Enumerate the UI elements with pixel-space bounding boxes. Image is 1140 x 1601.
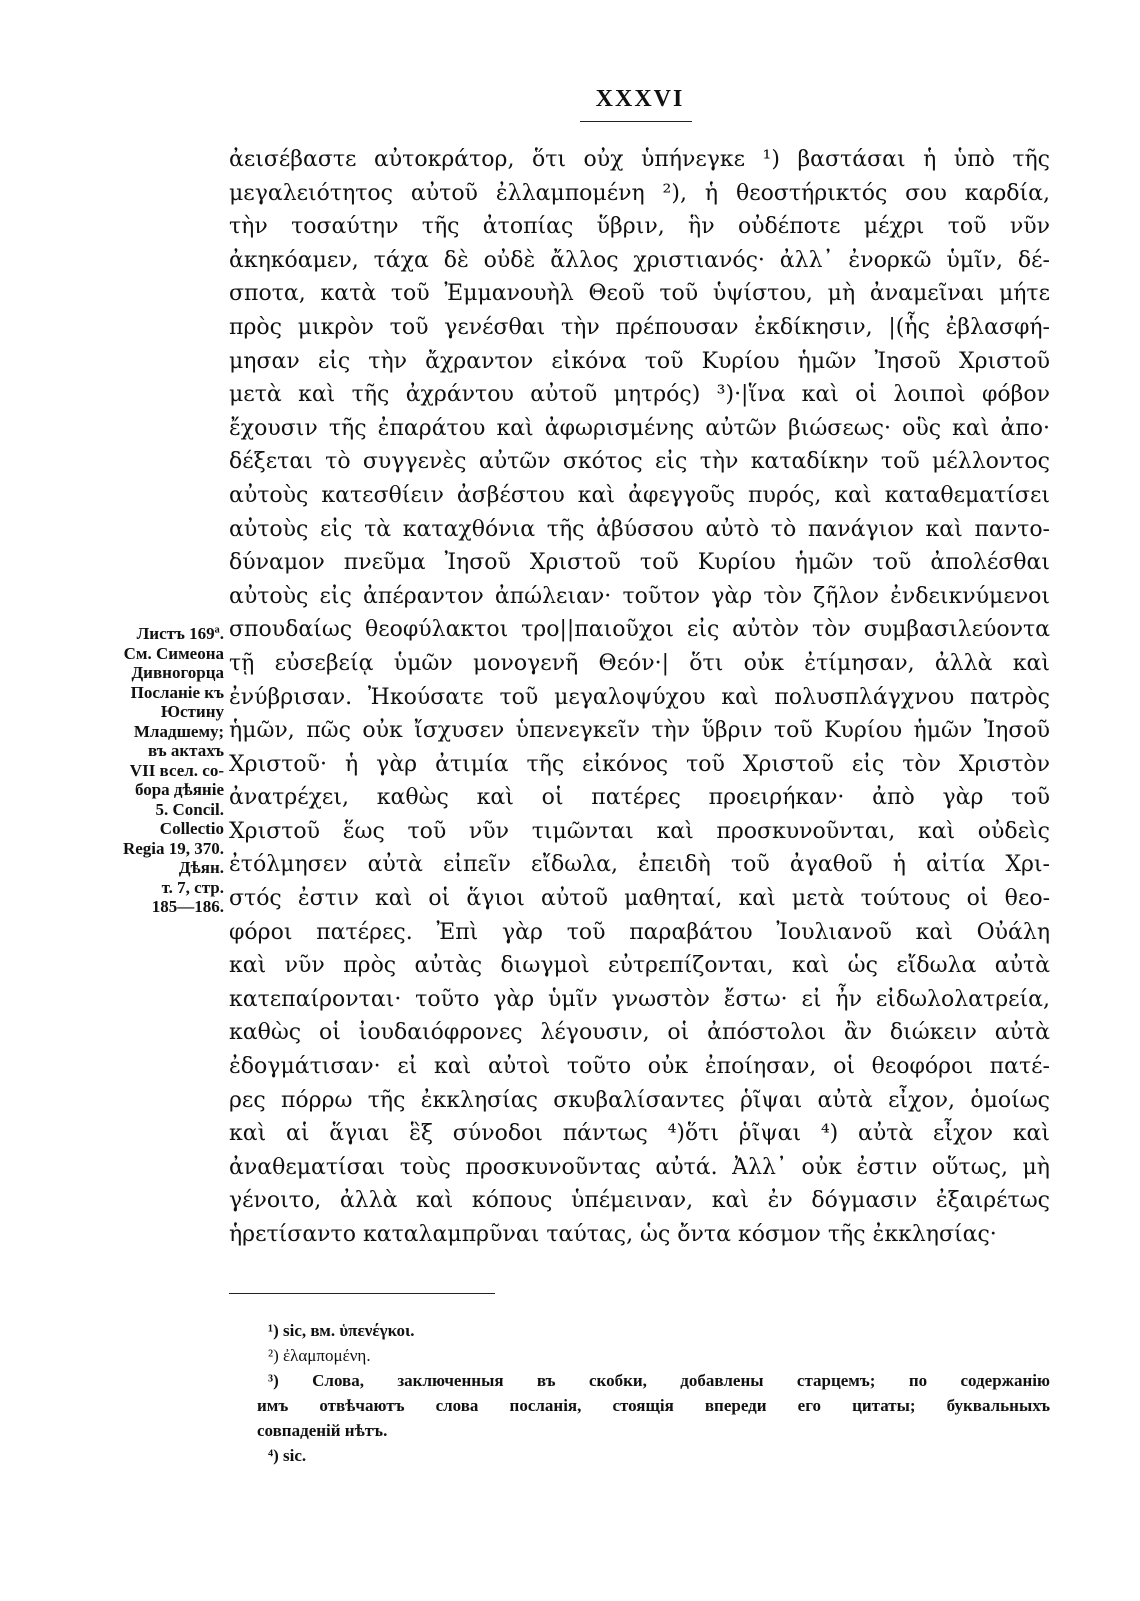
text-line: καθὼς οἱ ἰουδαιόφρονες λέγουσιν, οἱ ἀπόστολοι ἂν διώκειν αὐτὰ bbox=[229, 1020, 1050, 1046]
margin-note-line: бора дѣяніе bbox=[134, 780, 224, 799]
text-line: καὶ αἱ ἅγιαι ἓξ σύνοδοι πάντως ⁴)ὅτι ῥῖψαι ⁴) αὐτὰ εἶχον καὶ bbox=[229, 1121, 1050, 1147]
text-line: ἡμῶν, πῶς οὐκ ἴσχυσεν ὑπενεγκεῖν τὴν ὕβριν τοῦ Κυρίου ἡμῶν Ἰησοῦ bbox=[229, 718, 1050, 744]
main-text bbox=[229, 143, 1050, 1252]
margin-note-line: Посланіе къ bbox=[130, 682, 224, 702]
text-line: κατεπαίρονται· τοῦτο γὰρ ὑμῖν γνωστὸν ἔστω· εἰ ἦν εἰδωλολατρεία, bbox=[229, 986, 1050, 1012]
margin-note-line: 185—186. bbox=[151, 897, 224, 916]
margin-note-line: Младшему; bbox=[133, 721, 224, 741]
text-line: ἀνατρέχει, καθὼς καὶ οἱ πατέρες προειρήκαν· ἀπὸ γὰρ τοῦ bbox=[229, 785, 1050, 811]
text-line: ἔχουσιν τῆς ἐπαράτου καὶ ἀφωρισμένης αὐτῶν βιώσεως· οὓς καὶ ἀπο· bbox=[229, 415, 1050, 441]
text-line: ἡρετίσαντο καταλαμπρῦναι ταύτας, ὡς ὄντα κόσμον τῆς ἐκκλησίας· bbox=[229, 1222, 997, 1247]
footnote-1: ¹) sic, вм. ὑπενέγκοι. bbox=[268, 1321, 415, 1340]
margin-note-line: Дѣян. bbox=[178, 858, 224, 877]
text-line: ἐδογμάτισαν· εἰ καὶ αὐτοὶ τοῦτο οὐκ ἐποίησαν, οἱ θεοφόροι πατέ- bbox=[229, 1054, 1050, 1080]
text-line: σποτα, κατὰ τοῦ Ἐμμανουὴλ Θεοῦ τοῦ ὑψίστου, μὴ ἀναμεῖναι μήτε bbox=[229, 281, 1050, 307]
text-line: ἀκηκόαμεν, τάχα δὲ οὐδὲ ἄλλος χριστιανός· ἀλλ᾽ ἐνορκῶ ὑμῖν, δέ- bbox=[229, 247, 1050, 273]
margin-note-line: См. Симеона bbox=[123, 643, 224, 663]
text-line: ἐτόλμησεν αὐτὰ εἰπεῖν εἴδωλα, ἐπειδὴ τοῦ ἀγαθοῦ ἡ αἰτία Χρι- bbox=[229, 852, 1050, 878]
footnotes bbox=[257, 1318, 1050, 1468]
text-line: αὐτοὺς εἰς ἀπέραντον ἀπώλειαν· τοῦτον γὰρ τὸν ζῆλον ἐνδεικνύμενοι bbox=[229, 583, 1050, 609]
footnote-separator bbox=[229, 1293, 495, 1294]
text-line: ἐνύβρισαν. Ἠκούσατε τοῦ μεγαλοψύχου καὶ πολυσπλάγχνου πατρὸς bbox=[229, 684, 1050, 710]
margin-note-line: Collectio bbox=[159, 819, 224, 838]
text-line: μησαν εἰς τὴν ἄχραντον εἰκόνα τοῦ Κυρίου ἡμῶν Ἰησοῦ Χριστοῦ bbox=[229, 348, 1050, 374]
text-line: μετὰ καὶ τῆς ἀχράντου αὐτοῦ μητρός) ³)·|ἵνα καὶ οἱ λοιποὶ φόβον bbox=[229, 382, 1050, 408]
text-line: φόροι πατέρες. Ἐπὶ γὰρ τοῦ παραβάτου Ἰουλιανοῦ καὶ Οὐάλη bbox=[229, 919, 1050, 945]
margin-note-line: 5. Concil. bbox=[155, 799, 224, 819]
text-line: σπουδαίως θεοφύλακτοι τρο||παιοῦχοι εἰς αὐτὸν τὸν συμβασιλεύοντα bbox=[229, 617, 1050, 643]
text-line: ρες πόρρω τῆς ἐκκλησίας σκυβαλίσαντες ῥῖψαι αὐτὰ εἶχον, ὁμοίως bbox=[229, 1087, 1050, 1113]
text-line: μεγαλειότητος αὐτοῦ ἐλλαμπομένη ²), ἡ θεοστήρικτός σου καρδία, bbox=[229, 180, 1050, 206]
margin-note-line: т. 7, стр. bbox=[161, 877, 224, 897]
text-line: ἀεισέβαστε αὐτοκράτορ, ὅτι οὐχ ὑπήνεγκε ¹) βαστάσαι ἡ ὑπὸ τῆς bbox=[229, 147, 1050, 172]
text-line: Χριστοῦ ἕως τοῦ νῦν τιμῶνται καὶ προσκυνοῦνται, καὶ οὐδεὶς bbox=[229, 818, 1050, 844]
text-line: τῇ εὐσεβείᾳ ὑμῶν μονογενῆ Θεόν·| ὅτι οὐκ ἐτίμησαν, ἀλλὰ καὶ bbox=[229, 650, 1050, 676]
text-line: δύναμον πνεῦμα Ἰησοῦ Χριστοῦ τοῦ Κυρίου ἡμῶν τοῦ ἀπολέσθαι bbox=[229, 550, 1050, 576]
margin-note-line: VII всел. со- bbox=[129, 760, 224, 780]
text-line: πρὸς μικρὸν τοῦ γενέσθαι τὴν πρέπουσαν ἐκδίκησιν, |(ἧς ἐβλασφή- bbox=[229, 314, 1050, 340]
text-line: αὐτοὺς εἰς τὰ καταχθόνια τῆς ἀβύσσου αὐτὸ τὸ πανάγιον καὶ παντο- bbox=[229, 516, 1050, 542]
text-line: δέξεται τὸ συγγενὲς αὐτῶν σκότος εἰς τὴν καταδίκην τοῦ μέλλοντος bbox=[229, 449, 1050, 475]
margin-note-line: Юстину bbox=[160, 702, 224, 721]
text-line: τὴν τοσαύτην τῆς ἀτοπίας ὕβριν, ἣν οὐδέποτε μέχρι τοῦ νῦν bbox=[229, 214, 1050, 240]
footnote-3: ³) Слова, заключенныя въ скобки, добавлены старцемъ; по содержанію bbox=[268, 1371, 1050, 1390]
margin-note-line: Дивногорца bbox=[131, 663, 224, 682]
text-line: ἀναθεματίσαι τοὺς προσκυνοῦντας αὐτά. Ἀλλ᾽ οὐκ ἐστιν οὕτως, μὴ bbox=[229, 1154, 1050, 1180]
footnote-3-end: совпаденій нѣтъ. bbox=[257, 1421, 388, 1440]
footnote-3-continuation: имъ отвѣчаютъ слова посланія, стоящія впереди его цитаты; буквальныхъ bbox=[257, 1396, 1050, 1415]
margin-note-line: Листъ 169ª. bbox=[136, 624, 224, 643]
page-number-underline bbox=[580, 121, 692, 122]
text-line: στός ἐστιν καὶ οἱ ἅγιοι αὐτοῦ μαθηταί, καὶ μετὰ τούτους οἱ θεο- bbox=[229, 886, 1050, 912]
text-line: Χριστοῦ· ἡ γὰρ ἀτιμία τῆς εἰκόνος τοῦ Χριστοῦ εἰς τὸν Χριστὸν bbox=[229, 751, 1050, 777]
footnote-4: ⁴) sic. bbox=[268, 1446, 307, 1465]
margin-notes bbox=[100, 624, 224, 917]
text-line: αὐτοὺς κατεσθίειν ἀσβέστου καὶ ἀφεγγοῦς πυρός, καὶ καταθεματίσει bbox=[229, 482, 1050, 508]
margin-note-line: Regia 19, 370. bbox=[122, 838, 224, 858]
text-line: καὶ νῦν πρὸς αὐτὰς διωγμοὶ εὐτρεπίζονται, καὶ ὡς εἴδωλα αὐτὰ bbox=[229, 953, 1050, 979]
text-line: γένοιτο, ἀλλὰ καὶ κόπους ὑπέμειναν, καὶ ἐν δόγμασιν ἐξαιρέτως bbox=[229, 1188, 1050, 1214]
page-number: XXXVI bbox=[595, 86, 685, 112]
footnote-2: ²) ἐλαμπομένη. bbox=[268, 1346, 371, 1365]
margin-note-line: въ актахъ bbox=[147, 741, 224, 760]
